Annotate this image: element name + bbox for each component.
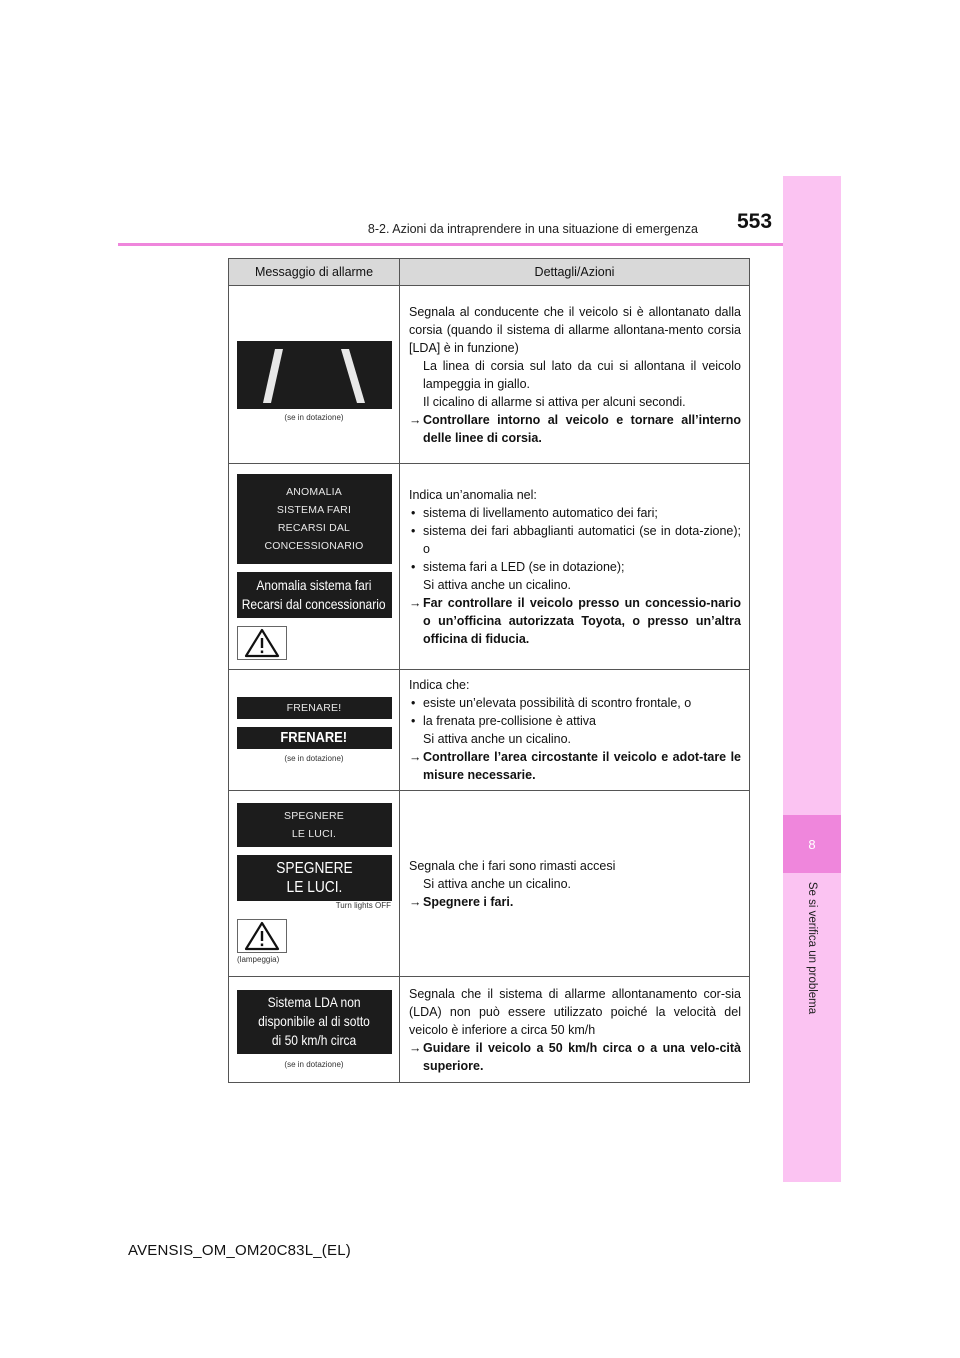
arrow-icon: → <box>409 412 422 427</box>
column-header: Dettagli/Azioni <box>400 259 750 286</box>
lcd-line: SISTEMA FARI <box>276 503 352 516</box>
detail-bullet: • sistema di livellamento automatico dei fari; <box>409 504 741 522</box>
lcd-line: Anomalia sistema fari <box>256 576 372 593</box>
lcd-line: ANOMALIA <box>286 485 342 498</box>
table-row <box>229 670 750 791</box>
action-text: Spegnere i fari. <box>423 894 514 909</box>
document-code: AVENSIS_OM_OM20C83L_(EL) <box>128 1242 351 1259</box>
lcd-message-display <box>237 572 392 618</box>
lcd-message-display <box>237 855 392 901</box>
caption: Turn lights OFF <box>335 900 391 910</box>
lcd-message-display <box>237 990 392 1054</box>
lcd-line: di 50 km/h circa <box>271 1032 357 1048</box>
detail-bullet: • sistema dei fari abbaglianti automatici (se in dota-zione); o <box>409 522 741 558</box>
details-cell <box>400 791 750 977</box>
action-line <box>409 594 741 648</box>
action-text: Guidare il veicolo a 50 km/h circa o a una velo-cità superiore. <box>423 1040 741 1073</box>
detail-note: Il cicalino di allarme si attiva per alcuni secondi. <box>423 394 686 409</box>
details-cell <box>400 670 750 791</box>
action-text: Far controllare il veicolo presso un concessio-nario o un’officina autorizzata Toyota, o presso un’altra officina di fiducia. <box>423 595 741 646</box>
action-line <box>409 748 741 784</box>
lcd-message-display <box>237 474 392 564</box>
warning-light <box>237 626 287 660</box>
chapter-tab[interactable] <box>783 815 841 873</box>
page-number: 553 <box>737 210 773 233</box>
detail-note: Si attiva anche un cicalino. <box>423 732 572 746</box>
lcd-line: Recarsi dal concessionario <box>242 595 386 612</box>
alarm-table <box>228 258 750 1083</box>
lcd-line: SPEGNERE <box>275 859 353 877</box>
arrow-icon: → <box>409 595 422 610</box>
message-cell <box>229 670 400 791</box>
message-cell <box>229 977 400 1083</box>
lcd-line: LE LUCI. <box>286 878 342 896</box>
section-title: 8-2. Azioni da intraprendere in una situazione di emergenza <box>367 222 698 236</box>
arrow-icon: → <box>409 894 422 909</box>
column-header: Messaggio di allarme <box>229 259 400 286</box>
table-row <box>229 977 750 1083</box>
action-text: Controllare l’area circostante il veicolo e adot-tare le misure necessarie. <box>423 750 741 782</box>
lcd-line: FRENARE! <box>280 729 348 746</box>
details-cell <box>400 286 750 464</box>
lcd-line: RECARSI DAL <box>277 521 351 534</box>
detail-note: Si attiva anche un cicalino. <box>423 577 572 592</box>
lcd-line: SPEGNERE <box>284 809 344 822</box>
action-line <box>409 1039 741 1075</box>
lane-departure-icon <box>237 341 392 409</box>
action-text: Controllare intorno al veicolo e tornare all’interno delle linee di corsia. <box>423 412 741 445</box>
lane-departure-display <box>237 341 392 409</box>
warning-triangle-icon <box>244 921 280 951</box>
message-cell <box>229 791 400 977</box>
arrow-icon: → <box>409 1040 422 1055</box>
action-line <box>409 893 741 911</box>
detail-note: Si attiva anche un cicalino. <box>423 876 572 891</box>
detail-bullet: • sistema fari a LED (se in dotazione); <box>409 558 741 576</box>
chapter-number: 8 <box>808 836 816 852</box>
table-row <box>229 791 750 977</box>
details-cell <box>400 464 750 670</box>
table-header-row <box>229 259 750 286</box>
detail-bullet: • esiste un’elevata possibilità di scontro frontale, o <box>409 694 741 712</box>
table-row <box>229 286 750 464</box>
lcd-message-display <box>237 803 392 847</box>
warning-light <box>237 919 287 953</box>
lcd-line: CONCESSIONARIO <box>264 539 364 552</box>
chapter-label: Se si verifica un problema <box>806 881 818 1015</box>
detail-note: La linea di corsia sul lato da cui si allontana il veicolo lampeggia in giallo. <box>423 358 741 391</box>
detail-paragraph: Segnala che i fari sono rimasti accesi <box>409 858 616 873</box>
lcd-line: Sistema LDA non <box>267 994 361 1010</box>
lcd-message-display <box>237 727 392 749</box>
detail-bullet: • la frenata pre-collisione è attiva <box>409 712 741 730</box>
lcd-line: disponibile al di sotto <box>258 1013 370 1029</box>
details-cell <box>400 977 750 1083</box>
warning-triangle-icon <box>244 628 280 658</box>
side-band <box>783 176 841 1182</box>
table-row <box>229 464 750 670</box>
caption: (se in dotazione) <box>284 753 344 763</box>
arrow-icon: → <box>409 750 422 764</box>
caption: (se in dotazione) <box>284 412 344 422</box>
detail-paragraph: Indica che: <box>409 678 470 692</box>
action-line <box>409 411 741 447</box>
lcd-message-display <box>237 697 392 719</box>
detail-paragraph: Segnala al conducente che il veicolo si è allontanato dalla corsia (quando il sistema di allarme allontana-mento corsia [LDA] è in funzione) <box>409 304 741 355</box>
lcd-line: LE LUCI. <box>291 827 337 840</box>
message-cell <box>229 464 400 670</box>
lcd-line: FRENARE! <box>286 701 342 714</box>
detail-paragraph: Segnala che il sistema di allarme allontanamento cor-sia (LDA) non può essere utilizzato poiché la velocità del veicolo è inferiore a circa 50 km/h <box>409 986 741 1037</box>
detail-paragraph: Indica un’anomalia nel: <box>409 487 537 502</box>
message-cell <box>229 286 400 464</box>
caption: (se in dotazione) <box>284 1059 344 1069</box>
header-rule <box>118 243 783 246</box>
caption: (lampeggia) <box>237 954 280 964</box>
